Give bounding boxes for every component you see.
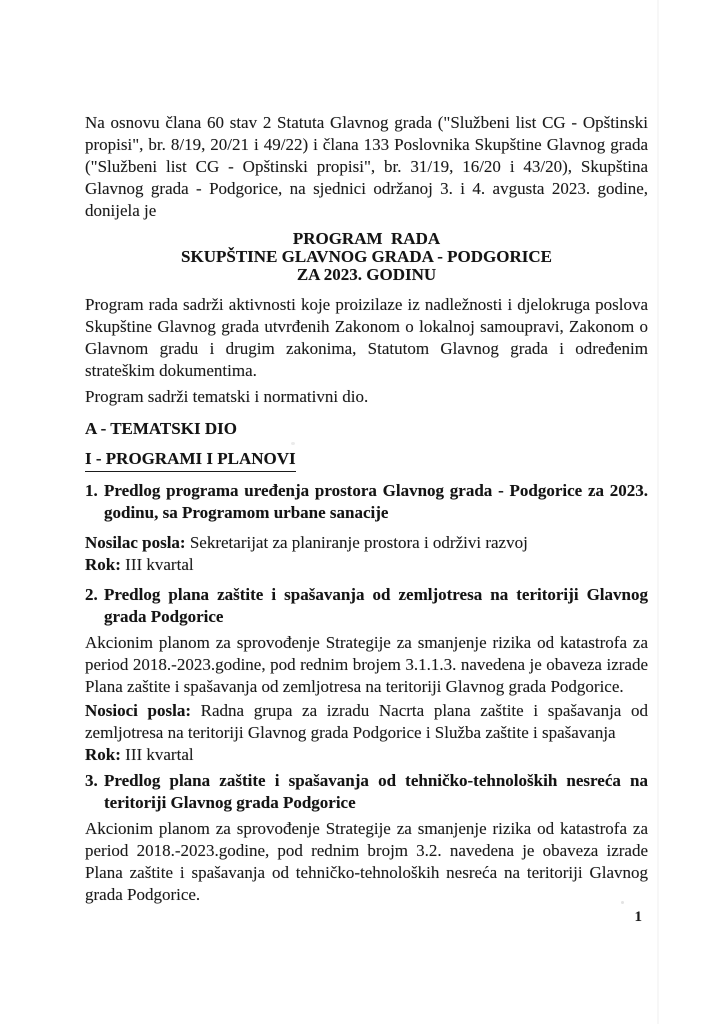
- item-1-deadline-line: [85, 554, 648, 576]
- title-line-3: ZA 2023. GODINU: [296, 265, 437, 284]
- item-1-deadline-label: Rok:: [85, 555, 121, 574]
- item-3-body-paragraph: Akcionim planom za sprovođenje Strategije za smanjenje rizika od katastrofa za period 2018.-2023.godine, pod rednim brojm 3.2. navedena je obaveza izrade Plana zaštite i spašavanja od tehničko-tehnoloških nesreća na teritoriji Glavnog grada Podgorice.: [85, 819, 648, 904]
- document-content: [85, 112, 648, 928]
- item-2-deadline-line: [85, 744, 648, 766]
- scan-edge-artifact: [657, 0, 659, 1024]
- item-2-deadline-label: Rok:: [85, 745, 121, 764]
- item-2-holder-label: Nosioci posla:: [85, 701, 191, 720]
- section-heading-programi-i-planovi: [85, 448, 648, 472]
- item-1-number: 1.: [85, 481, 98, 500]
- item-3-heading: [85, 770, 648, 814]
- item-2-deadline-value: III kvartal: [125, 745, 194, 764]
- intro-paragraph: Na osnovu člana 60 stav 2 Statuta Glavnog grada ("Službeni list CG - Opštinski propisi", br. 8/19, 20/21 i 49/22) i člana 133 Poslovnika Skupštine Glavnog grada ("Službeni list CG - Opštinski propisi", br. 31/19, 16/20 i 43/20), Skupština Glavnog grada - Podgorice, na sjednici održanoj 3. i 4. avgusta 2023. godine, donijela je: [85, 113, 648, 220]
- item-1-title: Predlog programa uređenja prostora Glavnog grada - Podgorice za 2023. godinu, sa Programom urbane sanacije: [104, 481, 648, 522]
- scan-speck: [621, 901, 624, 904]
- item-1-holder-line: [85, 532, 648, 554]
- item-2-details: [85, 700, 648, 766]
- activities-paragraph: Program rada sadrži aktivnosti koje proizilaze iz nadležnosti i djelokruga poslova Skupštine Glavnog grada utvrđenih Zakonom o lokalnoj samoupravi, Zakonom o Glavnom gradu i drugim zakonima, Statutom Glavnog grada i određenim strateškim dokumentima.: [85, 295, 648, 380]
- item-2-body-paragraph: Akcionim planom za sprovođenje Strategije za smanjenje rizika od katastrofa za period 2018.-2023.godine, pod rednim brojem 3.1.1.3. navedena je obaveza izrade Plana zaštite i spašavanja od zemljotresa na teritoriji Glavnog grada Podgorice.: [85, 633, 648, 696]
- item-2-number: 2.: [85, 585, 98, 604]
- item-1-heading: [85, 480, 648, 524]
- item-2-title: Predlog plana zaštite i spašavanja od zemljotresa na teritoriji Glavnog grada Podgorice: [104, 585, 648, 626]
- document-title: [85, 230, 648, 284]
- section-heading-underlined-text: I - PROGRAMI I PLANOVI: [85, 448, 296, 472]
- item-1-holder-value: Sekretarijat za planiranje prostora i održivi razvoj: [189, 533, 528, 552]
- item-3-title: Predlog plana zaštite i spašavanja od tehničko-tehnoloških nesreća na teritoriji Glavnog grada Podgorice: [104, 771, 648, 812]
- title-line-1: PROGRAM RADA: [292, 229, 441, 248]
- item-3-number: 3.: [85, 771, 98, 790]
- item-2-heading: [85, 584, 648, 628]
- item-2-holder-line: [85, 700, 648, 744]
- item-2-holder-value: Radna grupa za izradu Nacrta plana zaštite i spašavanja od zemljotresa na teritoriji Glavnog grada Podgorice i Služba zaštite i spašavanja: [85, 701, 648, 742]
- title-line-2: SKUPŠTINE GLAVNOG GRADA - PODGORICE: [181, 247, 552, 266]
- section-heading-tematski-dio: A - TEMATSKI DIO: [85, 419, 237, 438]
- page-number: 1: [634, 909, 642, 925]
- item-1-holder-label: Nosilac posla:: [85, 533, 186, 552]
- scan-speck: [291, 442, 295, 445]
- item-1-details: [85, 532, 648, 576]
- parts-paragraph: Program sadrži tematski i normativni dio.: [85, 387, 369, 406]
- item-1-deadline-value: III kvartal: [125, 555, 194, 574]
